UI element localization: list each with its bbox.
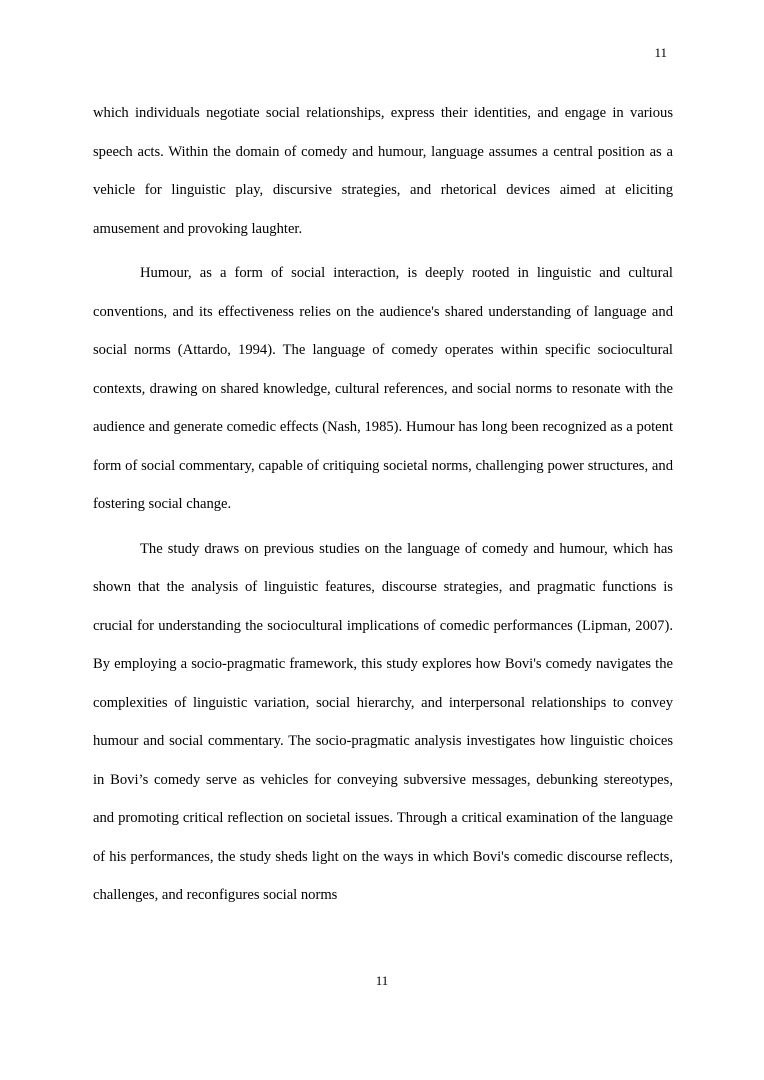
page-number-bottom: 11 (375, 973, 389, 988)
page-number-top: 11 (654, 45, 667, 60)
paragraph-continuation: which individuals negotiate social relationships, express their identities, and engage in various speech acts. Within the domain of comedy and humour, language assumes a central position as a vehicle for linguistic play, discursive strategies, and rhetorical devices aimed at eliciting amusement and provoking laughter. (93, 105, 673, 237)
paragraph-previous-studies: The study draws on previous studies on the language of comedy and humour, which has shown that the analysis of linguistic features, discourse strategies, and pragmatic functions is crucial for understanding the sociocultural implications of comedic performances (Lipman, 2007). By employing a socio-pragmatic framework, this study explores how Bovi's comedy navigates the complexities of linguistic variation, social hierarchy, and interpersonal relationships to convey humour and social commentary. The socio-pragmatic analysis investigates how linguistic choices in Bovi’s comedy serve as vehicles for conveying subversive messages, debunking stereotypes, and promoting critical reflection on societal issues. Through a critical examination of the language of his performances, the study sheds light on the ways in which Bovi's comedic discourse reflects, challenges, and reconfigures social norms (93, 540, 673, 903)
paragraph-humour-social-interaction: Humour, as a form of social interaction, is deeply rooted in linguistic and cultural conventions, and its effectiveness relies on the audience's shared understanding of language and social norms (Attardo, 1994). The language of comedy operates within specific sociocultural contexts, drawing on shared knowledge, cultural references, and social norms to resonate with the audience and generate comedic effects (Nash, 1985). Humour has long been recognized as a potent form of social commentary, capable of critiquing societal norms, challenging power structures, and fostering social change. (93, 265, 673, 512)
body-text (93, 94, 673, 915)
